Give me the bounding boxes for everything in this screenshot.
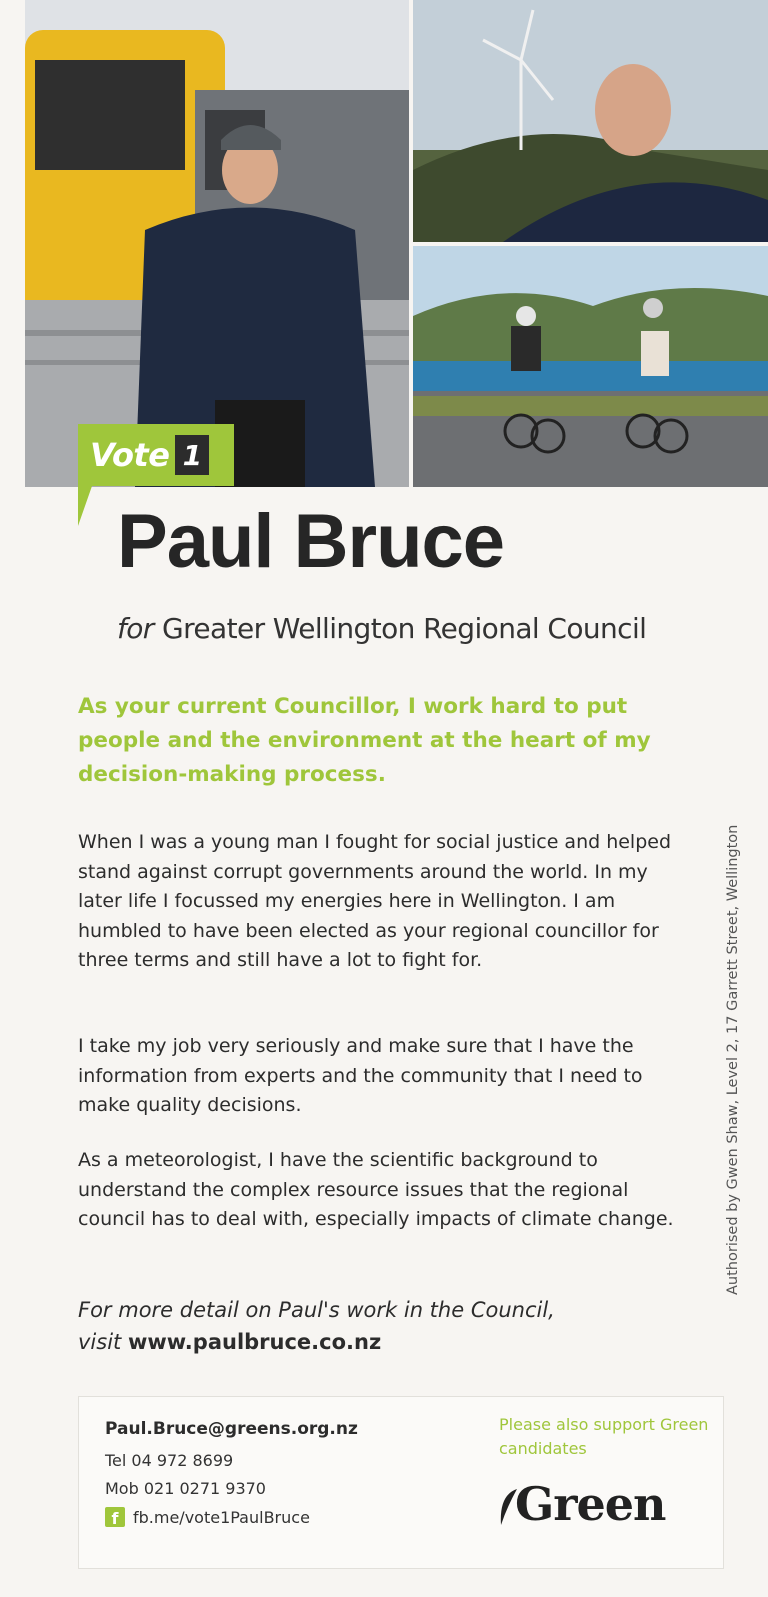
vote-number: 1 <box>175 435 209 475</box>
lead-statement: As your current Councillor, I work hard to put people and the environment at the heart of my decision-making process. <box>78 694 651 787</box>
contact-box <box>78 1396 724 1569</box>
authorisation-statement: Authorised by Gwen Shaw, Level 2, 17 Garrett Street, Wellington <box>725 824 741 1295</box>
email-address[interactable]: Paul.Bruce@greens.org.nz <box>105 1419 358 1439</box>
cycling-photo <box>413 246 768 487</box>
paragraph-meteorologist: As a meteorologist, I have the scientific background to understand the complex resource issues that the regional council has to deal with, especially impacts of climate change. <box>78 1149 674 1231</box>
subtitle-council: Greater Wellington Regional Council <box>153 612 647 645</box>
vote-badge <box>78 424 234 486</box>
candidate-name: Paul Bruce <box>117 499 505 584</box>
more-info-visit: visit <box>78 1330 128 1354</box>
telephone: Tel 04 972 8699 <box>105 1451 234 1470</box>
more-info <box>78 1294 698 1358</box>
candidate-train-photo <box>25 0 409 487</box>
facebook-icon: f <box>105 1507 125 1527</box>
vote-badge-tail <box>78 486 92 526</box>
vote-word: Vote <box>90 436 170 474</box>
paragraph-background: When I was a young man I fought for social justice and helped stand against corrupt governments around the world. In my later life I focussed my energies here in Wellington. I am humbled to have been elected as your regional councillor for three terms and still have a lot to fight for. <box>78 831 672 972</box>
candidate-subtitle <box>117 612 646 645</box>
website-link[interactable]: www.paulbruce.co.nz <box>127 1330 382 1354</box>
paragraph-job: I take my job very seriously and make sure that I have the information from experts and the community that I need to make quality decisions. <box>78 1035 643 1117</box>
support-message: Please also support Green candidates <box>499 1415 709 1458</box>
green-logo-word: Green <box>515 1477 666 1531</box>
wind-turbine-photo <box>413 0 768 242</box>
green-party-logo <box>497 1477 666 1531</box>
mobile: Mob 021 0271 9370 <box>105 1479 266 1498</box>
facebook-link[interactable] <box>105 1507 310 1527</box>
subtitle-for: for <box>117 612 154 645</box>
more-info-line: For more detail on Paul's work in the Council, <box>78 1298 555 1322</box>
facebook-url[interactable]: fb.me/vote1PaulBruce <box>133 1507 310 1527</box>
